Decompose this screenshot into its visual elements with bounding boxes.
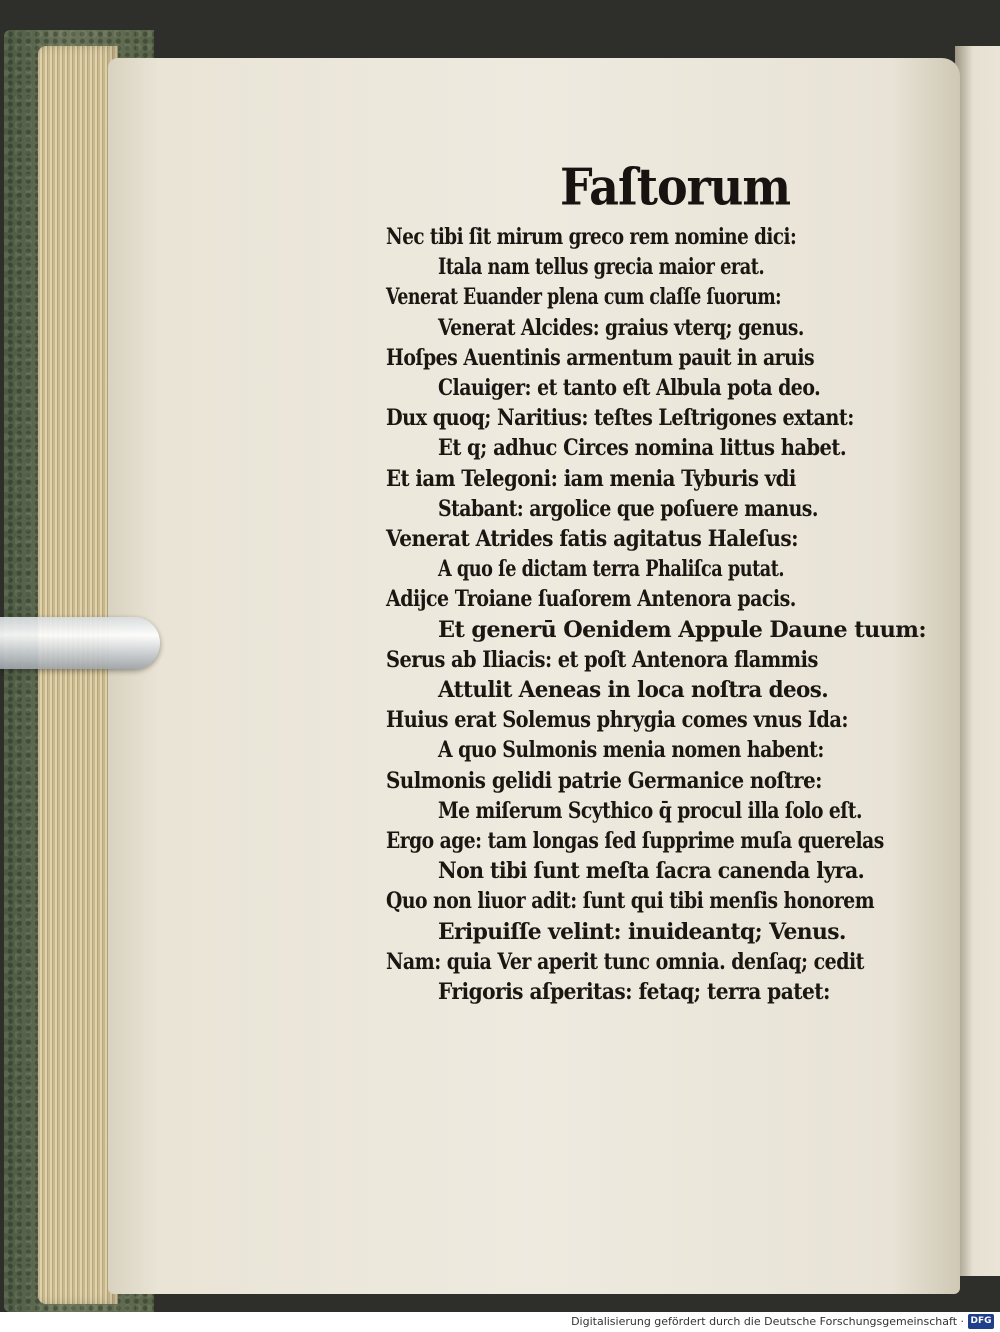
footer-credit: Digitalisierung gefördert durch die Deutsche Forschungsgemeinschaft · xyxy=(571,1315,964,1328)
verse-line: Et q; adhuc Circes nomina littus habet. xyxy=(438,435,847,462)
verse-line: Clauiger: et tanto eſt Albula pota deo. xyxy=(438,375,821,401)
dfg-logo: DFG xyxy=(968,1314,994,1329)
facing-page-edge xyxy=(955,46,1000,1276)
verse-line: Itala nam tellus grecia maior erat. xyxy=(438,254,765,281)
verse-line: Quo non liuor adit: ſunt qui tibi menſis honorem xyxy=(386,888,875,915)
verse-line: A quo ſe dictam terra Phaliſca putat. xyxy=(438,556,785,583)
verse-line: Venerat Atrides fatis agitatus Haleſus: xyxy=(386,526,799,552)
verse-line: Et iam Telegoni: iam menia Tyburis vdi xyxy=(386,465,796,492)
footer-bar xyxy=(0,1312,1000,1332)
verse-line: Nec tibi ſit mirum greco rem nomine dici: xyxy=(386,224,797,250)
page-clip-holder xyxy=(0,617,160,669)
verse-line: Eripuiſſe velint: inuideantq; Venus. xyxy=(438,918,846,945)
verse-line: Nam: quia Ver aperit tunc omnia. denſaq; cedit xyxy=(386,948,864,975)
verse-line: Huius erat Solemus phrygia comes vnus Ida: xyxy=(386,707,848,734)
verse-line: Adijce Troiane ſuaſorem Antenora pacis. xyxy=(386,586,796,613)
verse-line: Ergo age: tam longas ſed ſupprime muſa querelas xyxy=(386,828,884,854)
verse-line: Frigoris aſperitas: fetaq; terra patet: xyxy=(438,979,830,1005)
verse-line: Attulit Aeneas in loca noſtra deos. xyxy=(438,677,829,703)
verse-line: A quo Sulmonis menia nomen habent: xyxy=(438,737,824,764)
verse-line: Hoſpes Auentinis armentum pauit in aruis xyxy=(386,344,815,371)
verse-line: Non tibi ſunt meſta ſacra canenda lyra. xyxy=(438,858,865,885)
verse-line: Venerat Euander plena cum claſſe ſuorum: xyxy=(386,284,782,311)
verse-line: Dux quoq; Naritius: teſtes Leſtrigones extant: xyxy=(386,405,854,432)
verse-line: Serus ab Iliacis: et poſt Antenora flammis xyxy=(386,646,818,673)
verse-line: Sulmonis gelidi patrie Germanice noſtre: xyxy=(386,767,822,794)
verse-line: Stabant: argolice que poſuere manus. xyxy=(438,495,818,522)
page-edges xyxy=(38,46,118,1304)
verse-line: Me miſerum Scythico q̄ procul illa ſolo eſt. xyxy=(438,797,862,824)
verse-line: Et generū Oenidem Appule Daune tuum: xyxy=(438,616,926,643)
page-heading: Faſtorum xyxy=(560,157,791,217)
verse-line: Venerat Alcides: graius vterq; genus. xyxy=(438,314,804,341)
